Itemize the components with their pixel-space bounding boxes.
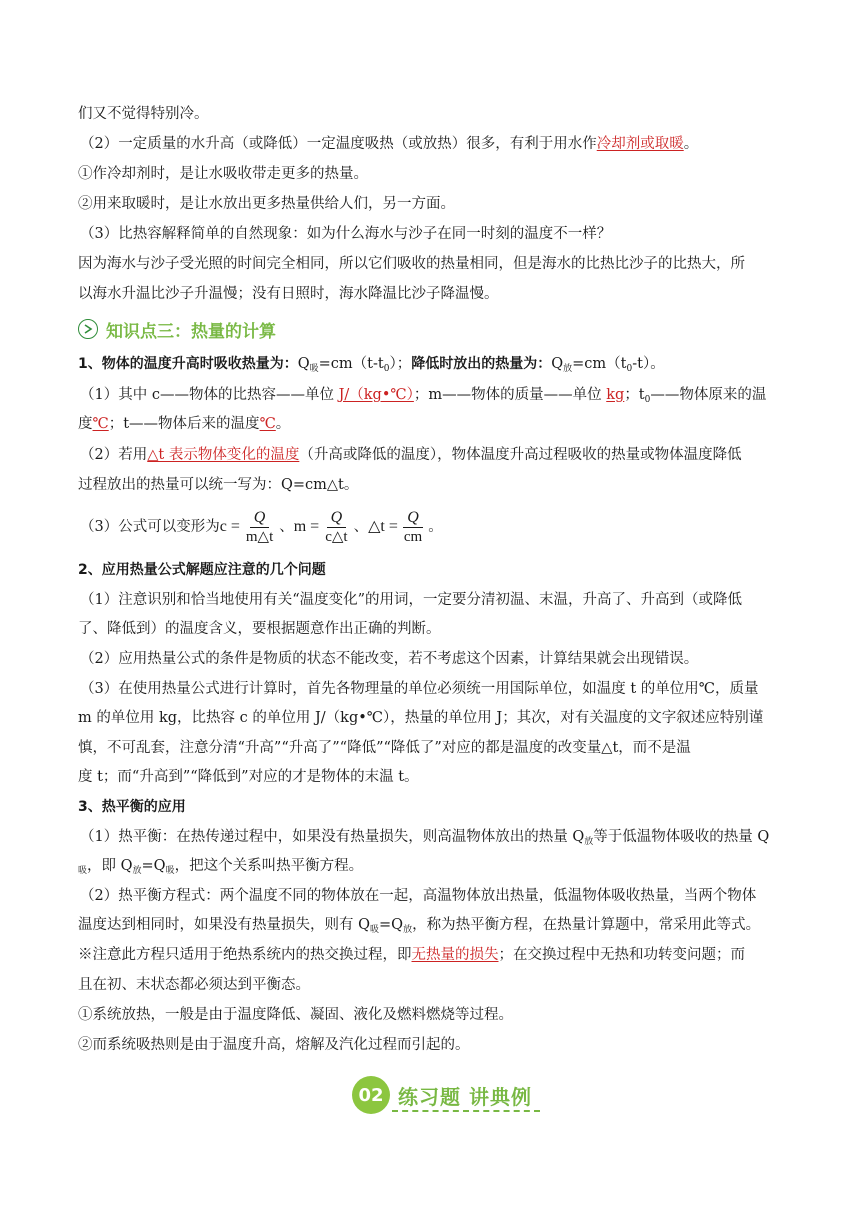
paragraph-line: （2）若用△t 表示物体变化的温度（升高或降低的温度），物体温度升高过程吸收的热量或物体温度降低 bbox=[80, 447, 742, 463]
paragraph-line: 们又不觉得特别冷。 bbox=[78, 106, 209, 122]
dashed-underline bbox=[392, 1110, 540, 1112]
paragraph-line: 度 t；而“升高到”“降低到”对应的才是物体的末温 t。 bbox=[78, 769, 419, 785]
paragraph-line: m 的单位用 kg，比热容 c 的单位用 J/（kg•℃），热量的单位用 J；其次，对有关温度的文字叙述应特别谨 bbox=[78, 710, 764, 726]
paragraph-line: （1）热平衡：在热传递过程中，如果没有热量损失，则高温物体放出的热量 $Q_放$等于低温物体吸收的热量 Q bbox=[80, 829, 770, 847]
paragraph-line: 度℃；t——物体后来的温度℃。 bbox=[78, 416, 291, 432]
fraction-m: $\frac{Q}{c\triangle t}$ bbox=[325, 508, 348, 545]
section-heading: 3、热平衡的应用 bbox=[78, 799, 186, 815]
practice-section-title: 练习题 讲典例 bbox=[398, 1084, 532, 1109]
knowledge-point-title: 知识点三：热量的计算 bbox=[106, 321, 276, 342]
knowledge-point-heading bbox=[78, 317, 276, 341]
paragraph-line: （3）在使用热量公式进行计算时，首先各物理量的单位必须统一用国际单位，如温度 t 的单位用℃，质量 bbox=[80, 681, 759, 697]
practice-section-header bbox=[352, 1076, 532, 1114]
paragraph-line: ②用来取暖时，是让水放出更多热量供给人们，另一方面。 bbox=[78, 196, 455, 212]
paragraph-line: ※注意此方程只适用于绝热系统内的热交换过程，即无热量的损失；在交换过程中无热和功转变问题；而 bbox=[78, 947, 745, 963]
paragraph-line: （2）应用热量公式的条件是物质的状态不能改变，若不考虑这个因素，计算结果就会出现错误。 bbox=[80, 651, 699, 667]
paragraph-line: （1）其中 c——物体的比热容——单位 J/（kg•℃）；m——物体的质量——单位 kg；$t_0——$物体原来的温 bbox=[80, 387, 767, 405]
fraction-c: $\frac{Q}{m\triangle t}$ bbox=[245, 508, 274, 545]
section-heading: 2、应用热量公式解题应注意的几个问题 bbox=[78, 562, 326, 578]
fraction-delta-t: $\frac{Q}{cm}$ bbox=[403, 508, 423, 545]
highlight-coolant-heating: 冷却剂或取暖 bbox=[596, 136, 684, 152]
paragraph-line: 温度达到相同时，如果没有热量损失，则有 $Q_吸=Q_放$，称为热平衡方程，在热量计算题中，常采用此等式。 bbox=[78, 917, 761, 935]
paragraph-line: （2）一定质量的水升高（或降低）一定温度吸热（或放热）很多，有利于用水作冷却剂或取暖。 bbox=[80, 136, 699, 152]
paragraph-line: 因为海水与沙子受光照的时间完全相同，所以它们吸收的热量相同，但是海水的比热比沙子的比热大，所 bbox=[78, 256, 745, 272]
paragraph-line: ①系统放热，一般是由于温度降低、凝固、液化及燃料燃烧等过程。 bbox=[78, 1007, 513, 1023]
paragraph-line: （2）热平衡方程式：两个温度不同的物体放在一起，高温物体放出热量，低温物体吸收热量，当两个物体 bbox=[80, 888, 757, 904]
paragraph-line: 过程放出的热量可以统一写为：Q=cm△t。 bbox=[78, 477, 359, 493]
paragraph-line: （1）注意识别和恰当地使用有关“温度变化”的用词，一定要分清初温、末温，升高了、升高到（或降低 bbox=[80, 592, 743, 608]
formula-variants-line: （3）公式可以变形为 c = $\frac{Q}{m\triangle t}$ 、 m = $\frac{Q}{c\triangle t}$ 、 △t = $\frac{Q}{cm}$ 。 bbox=[80, 508, 443, 545]
paragraph-line: 以海水升温比沙子升温慢；没有日照时，海水降温比沙子降温慢。 bbox=[78, 286, 499, 302]
paragraph-line: ①作冷却剂时，是让水吸收带走更多的热量。 bbox=[78, 166, 368, 182]
section-number-badge: 02 bbox=[352, 1076, 390, 1114]
formula-heading-line: 1、物体的温度升高时吸收热量为：$Q_吸=cm(t-t_0)$；降低时放出的热量为：$Q_放=cm(t_0-t)$。 bbox=[78, 356, 665, 374]
paragraph-line: 慎，不可乱套，注意分清“升高”“升高了”“降低”“降低了”对应的都是温度的改变量△t，而不是温 bbox=[78, 740, 691, 756]
paragraph-line: （3）比热容解释简单的自然现象：如为什么海水与沙子在同一时刻的温度不一样？ bbox=[80, 226, 612, 242]
paragraph-line: 且在初、末状态都必须达到平衡态。 bbox=[78, 977, 310, 993]
paragraph-line: $_吸$，即 $Q_放=Q_吸$，把这个关系叫热平衡方程。 bbox=[78, 858, 364, 876]
paragraph-line: 了、降低到）的温度含义，要根据题意作出正确的判断。 bbox=[78, 621, 441, 637]
play-circle-icon bbox=[78, 319, 98, 339]
paragraph-line: ②而系统吸热则是由于温度升高，熔解及汽化过程而引起的。 bbox=[78, 1037, 470, 1053]
